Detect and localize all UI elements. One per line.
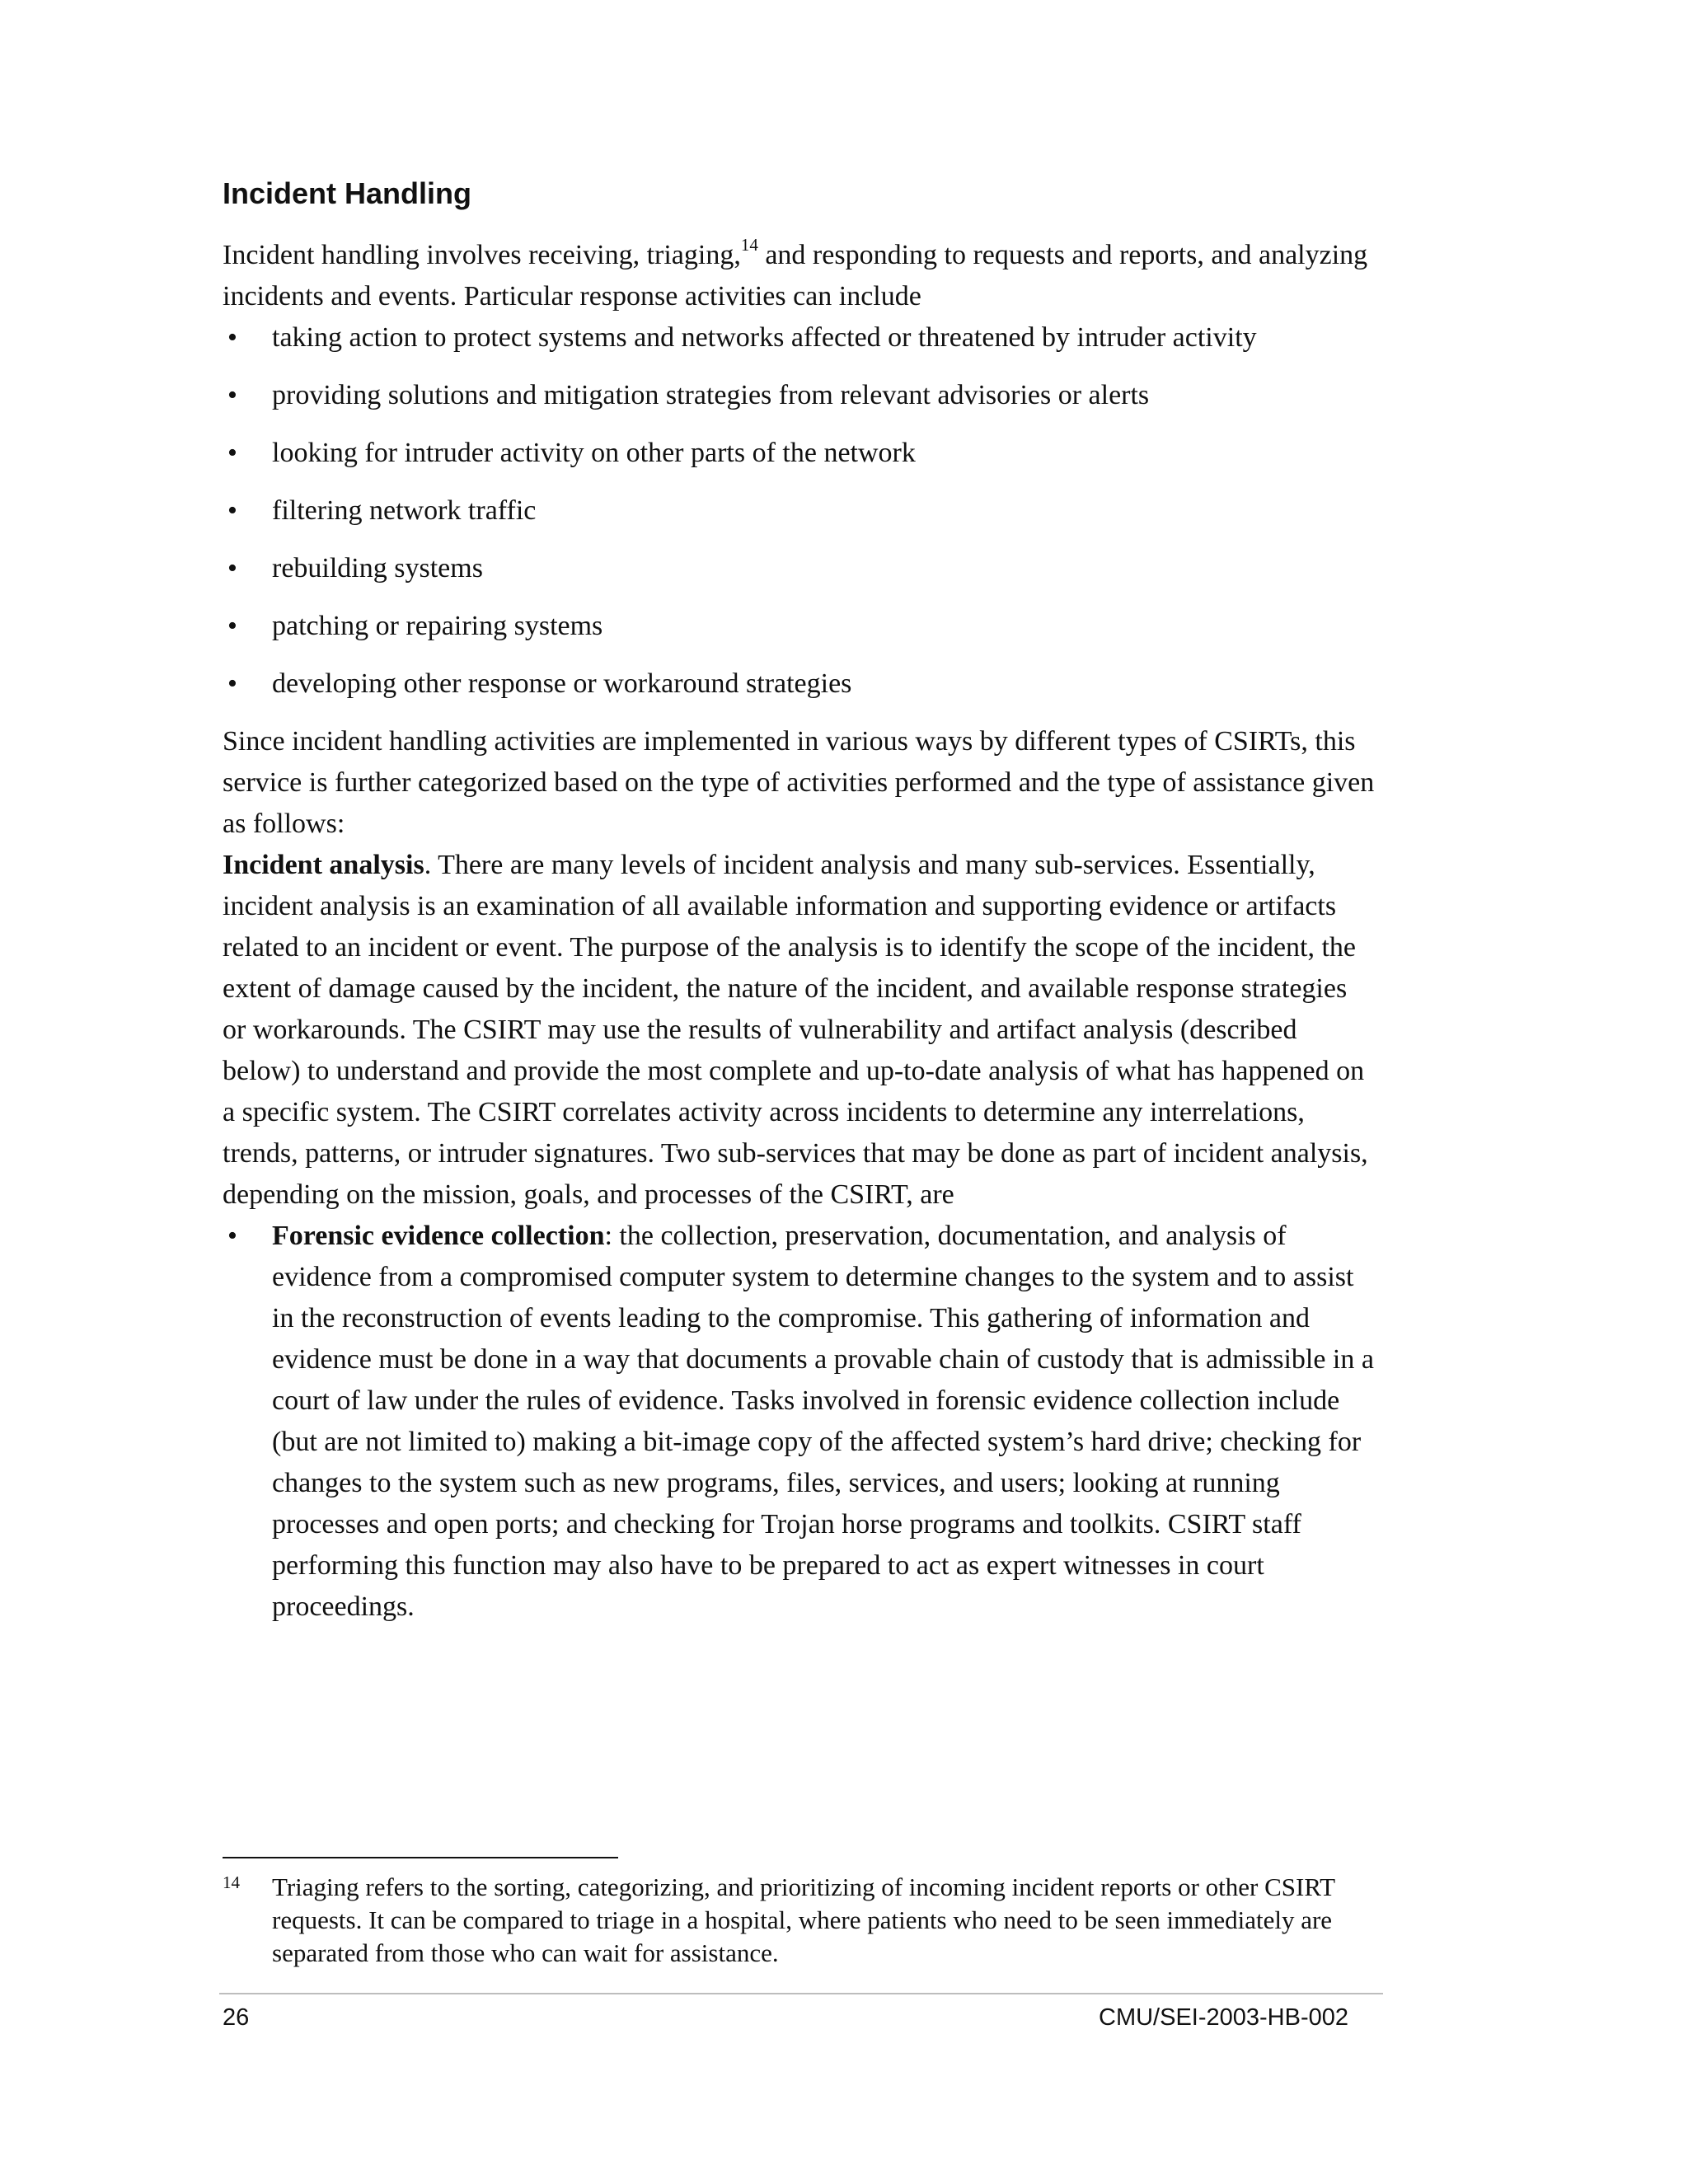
- section-title: Incident Handling: [223, 176, 471, 210]
- footnote-divider: [223, 1857, 618, 1858]
- sub-service-list: [223, 1216, 1376, 1628]
- activity-text: developing other response or workaround strategies: [272, 668, 852, 699]
- sub-service-term: Forensic evidence collection: [272, 1221, 605, 1251]
- intro-text-start: Incident handling involves receiving, triaging,: [223, 240, 741, 270]
- list-item: [223, 1216, 1376, 1628]
- bullet-icon: •: [227, 611, 237, 641]
- bullet-icon: •: [227, 438, 237, 468]
- bullet-icon: •: [227, 495, 237, 526]
- footnote: [223, 1871, 1376, 1970]
- activity-list: [223, 317, 1376, 705]
- list-item: [223, 663, 1376, 705]
- activity-text: looking for intruder activity on other parts of the network: [272, 438, 916, 468]
- list-item: [223, 548, 1376, 589]
- footnote-number: 14: [223, 1872, 240, 1892]
- list-item: [223, 375, 1376, 416]
- intro-text-end: and responding to requests and reports, and analyzing incidents and events. Particular response activities can include: [223, 240, 1368, 312]
- list-item: [223, 317, 1376, 359]
- bullet-icon: •: [227, 553, 237, 583]
- incident-analysis-paragraph: [223, 845, 1376, 1216]
- footnote-text: Triaging refers to the sorting, categorizing, and prioritizing of incoming incident reports or other CSIRT requests. It can be compared to triage in a hospital, where patients who need to be seen immediately are separated from those who can wait for assistance.: [272, 1872, 1335, 1967]
- document-id: CMU/SEI-2003-HB-002: [1099, 2004, 1348, 2031]
- bullet-icon: •: [227, 1221, 237, 1251]
- page-content: [223, 177, 1376, 1644]
- list-item: [223, 490, 1376, 532]
- activity-text: rebuilding systems: [272, 553, 483, 583]
- incident-analysis-text: . There are many levels of incident analysis and many sub-services. Essentially, incident analysis is an examination of all available information and supporting evidence or artifacts related to an incident or event. The purpose of the analysis is to identify the scope of the incident, the extent of damage caused by the incident, the nature of the incident, and available response strategies or workarounds. The CSIRT may use the results of vulnerability and artifact analysis (described below) to understand and provide the most complete and up-to-date analysis of what has happened on a specific system. The CSIRT correlates activity across incidents to determine any interrelations, trends, patterns, or intruder signatures. Two sub-services that may be done as part of incident analysis, depending on the mission, goals, and processes of the CSIRT, are: [223, 850, 1368, 1210]
- sub-service-text: : the collection, preservation, documentation, and analysis of evidence from a compromised computer system to determine changes to the system and to assist in the reconstruction of events leading to the compromise. This gathering of information and evidence must be done in a way that documents a provable chain of custody that is admissible in a court of law under the rules of evidence. Tasks involved in forensic evidence collection include (but are not limited to) making a bit-image copy of the affected system’s hard drive; checking for changes to the system such as new programs, files, services, and users; looking at running processes and open ports; and checking for Trojan horse programs and toolkits. CSIRT staff performing this function may also have to be prepared to act as expert witnesses in court proceedings.: [272, 1221, 1374, 1622]
- bullet-icon: •: [227, 322, 237, 353]
- page-number: 26: [223, 2004, 250, 2031]
- bullet-icon: •: [227, 668, 237, 699]
- activity-text: patching or repairing systems: [272, 611, 603, 641]
- incident-analysis-term: Incident analysis: [223, 850, 424, 880]
- activity-text: taking action to protect systems and networks affected or threatened by intruder activity: [272, 322, 1257, 353]
- activity-text: providing solutions and mitigation strategies from relevant advisories or alerts: [272, 380, 1150, 410]
- activity-text: filtering network traffic: [272, 495, 537, 526]
- list-item: [223, 606, 1376, 647]
- intro-paragraph: [223, 235, 1376, 317]
- categorization-paragraph: Since incident handling activities are implemented in various ways by different types of CSIRTs, this service is further categorized based on the type of activities performed and the type of assistance given as follows:: [223, 726, 1375, 839]
- bullet-icon: •: [227, 380, 237, 410]
- footnote-reference[interactable]: 14: [740, 235, 758, 255]
- footer-divider: [219, 1993, 1383, 1994]
- list-item: [223, 433, 1376, 474]
